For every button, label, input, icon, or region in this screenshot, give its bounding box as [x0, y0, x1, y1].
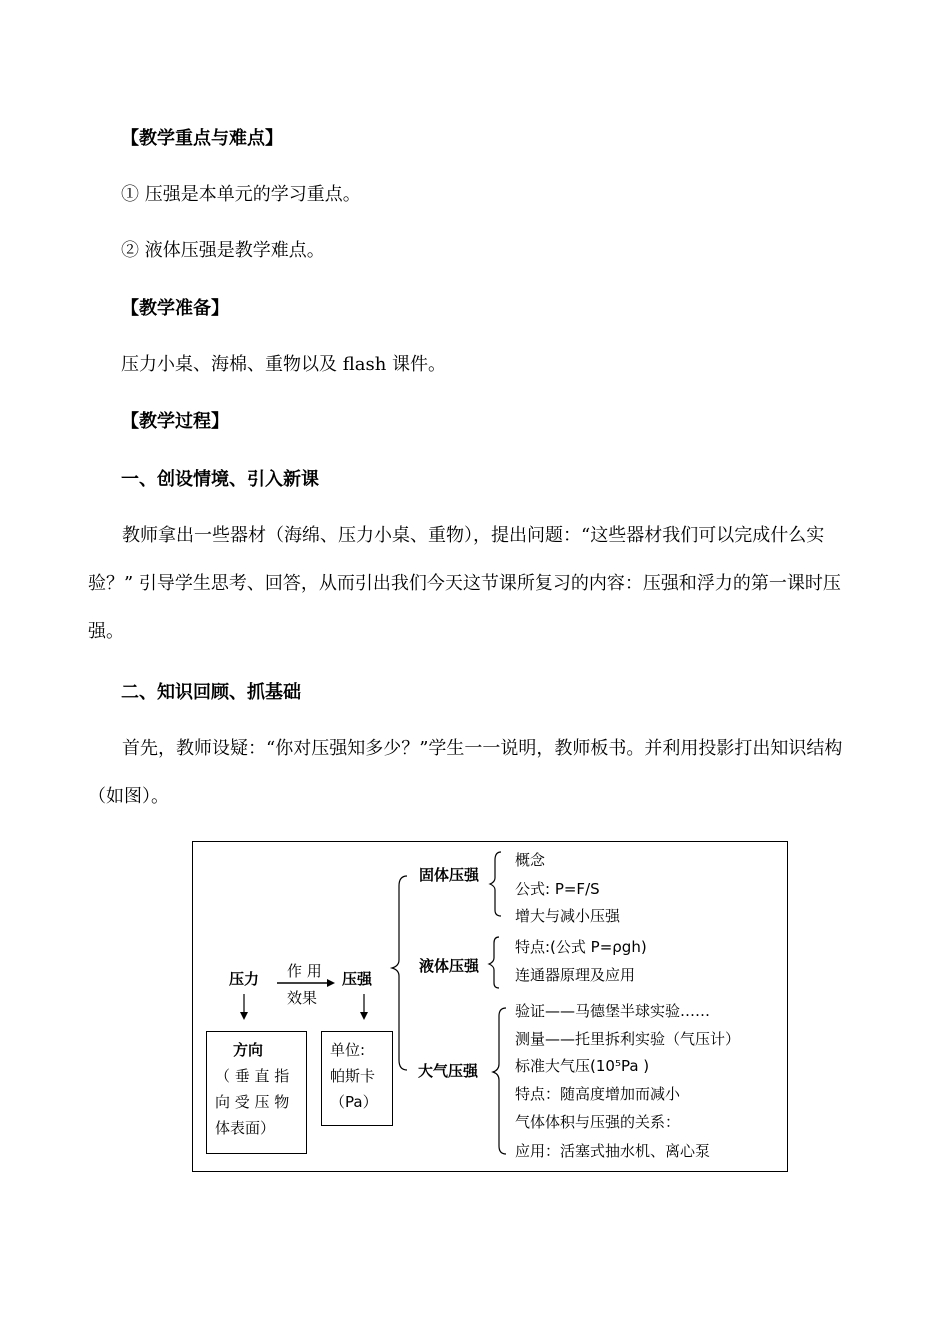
atmos-item-6: 应用：活塞式抽水机、离心泵	[515, 1142, 711, 1160]
atmos-item-4: 特点：随高度增加而减小	[515, 1085, 681, 1103]
label-effect-top: 作 用	[287, 962, 322, 980]
heading-step2: 二、知识回顾、抓基础	[121, 682, 301, 703]
unit-line-3: （Pa）	[330, 1093, 378, 1111]
direction-line-3: 体表面）	[215, 1119, 276, 1137]
atmos-item-3: 标准大气压(10⁵Pa )	[515, 1057, 650, 1075]
label-atmospheric-pressure: 大气压强	[418, 1062, 479, 1080]
solid-item-3: 增大与减小压强	[515, 907, 621, 925]
focus-item-2: ② 液体压强是教学难点。	[121, 240, 325, 261]
solid-item-2: 公式: P=F/S	[515, 880, 600, 898]
label-liquid-pressure: 液体压强	[419, 957, 480, 975]
label-solid-pressure: 固体压强	[419, 866, 480, 884]
unit-box	[321, 1031, 393, 1126]
atmos-item-1: 验证——马德堡半球实验……	[515, 1002, 711, 1020]
unit-line-2: 帕斯卡	[330, 1067, 376, 1085]
liquid-item-1: 特点:(公式 P=ρgh)	[515, 938, 647, 956]
unit-line-1: 单位:	[330, 1041, 366, 1059]
direction-box	[206, 1031, 307, 1154]
heading-prep: 【教学准备】	[121, 298, 229, 319]
direction-line-1: （ 垂 直 指	[215, 1067, 290, 1085]
heading-focus: 【教学重点与难点】	[121, 128, 283, 149]
heading-step1: 一、创设情境、引入新课	[121, 469, 319, 490]
direction-line-2: 向 受 压 物	[215, 1093, 290, 1111]
step1-paragraph: 教师拿出一些器材（海绵、压力小桌、重物），提出问题：“这些器材我们可以完成什么实验？” 引导学生思考、回答，从而引出我们今天这节课所复习的内容：压强和浮力的第一课时压强。	[88, 525, 841, 642]
liquid-item-2: 连通器原理及应用	[515, 966, 636, 984]
solid-item-1: 概念	[515, 851, 546, 869]
prep-text: 压力小桌、海棉、重物以及 flash 课件。	[121, 354, 447, 375]
direction-title: 方向	[233, 1041, 264, 1059]
label-effect-bottom: 效果	[287, 989, 318, 1007]
label-pressure-force: 压力	[229, 970, 260, 988]
focus-item-1: ① 压强是本单元的学习重点。	[121, 184, 361, 205]
knowledge-structure-diagram	[192, 841, 788, 1172]
step2-paragraph: 首先，教师设疑：“你对压强知多少？”学生一一说明，教师板书。并利用投影打出知识结构（如图）。	[88, 738, 843, 807]
label-pressure: 压强	[342, 970, 373, 988]
heading-process: 【教学过程】	[121, 411, 229, 432]
atmos-item-5: 气体体积与压强的关系：	[515, 1113, 681, 1131]
atmos-item-2: 测量——托里拆利实验（气压计）	[515, 1030, 741, 1048]
